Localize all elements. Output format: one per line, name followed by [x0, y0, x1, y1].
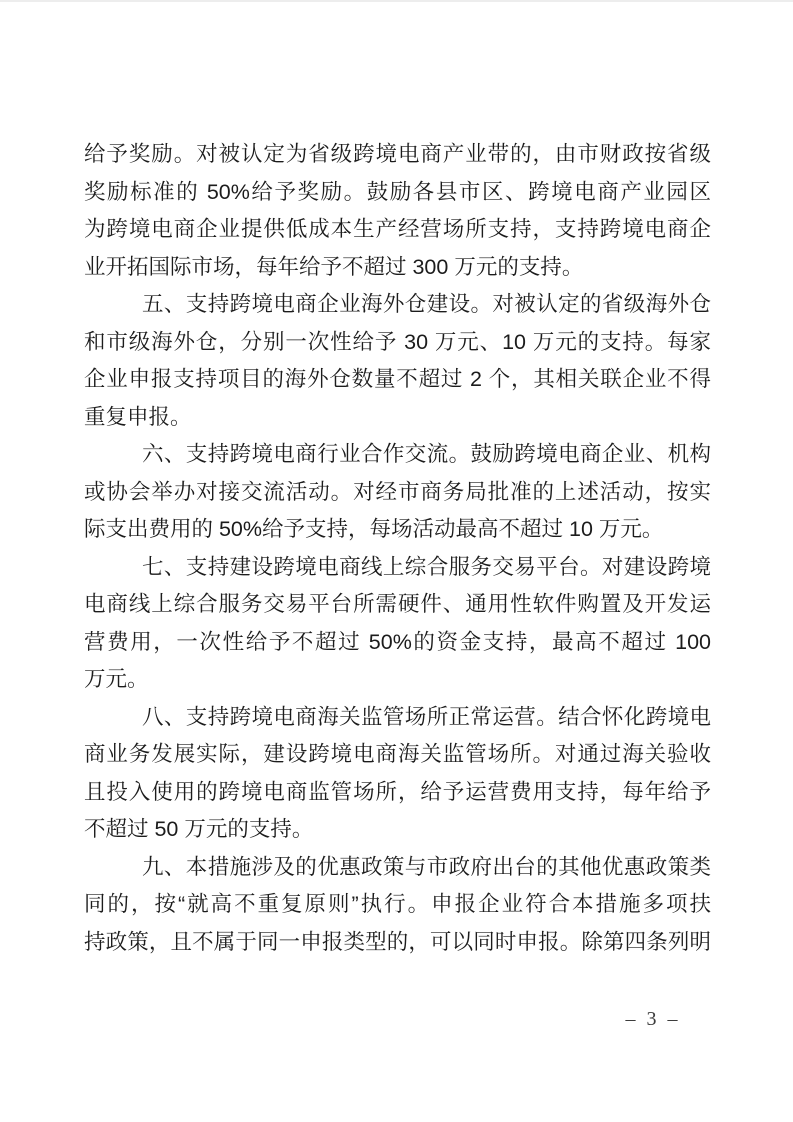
paragraph-item-9 — [84, 849, 711, 962]
paragraph-item-5 — [84, 286, 711, 436]
text-line: 持政策，且不属于同一申报类型的，可以同时申报。除第四条列明 — [84, 929, 711, 954]
text-line: 万元。 — [84, 667, 149, 691]
text-line: 七、支持建设跨境电商线上综合服务交易平台。对建设跨境 — [142, 554, 711, 579]
text-line: 不超过 50 万元的支持。 — [84, 817, 314, 841]
text-line: 给予奖励。对被认定为省级跨境电商产业带的，由市财政按省级 — [84, 142, 711, 166]
paragraph-item-7 — [84, 549, 711, 699]
text-line: 五、支持跨境电商企业海外仓建设。对被认定的省级海外仓 — [142, 292, 711, 316]
text-line: 业开拓国际市场，每年给予不超过 300 万元的支持。 — [84, 254, 584, 279]
text-line: 同的，按“就高不重复原则”执行。申报企业符合本措施多项扶 — [84, 892, 711, 916]
paragraph-continuation — [84, 136, 711, 286]
text-line: 奖励标准的 50%给予奖励。鼓励各县市区、跨境电商产业园区 — [84, 179, 711, 204]
text-line: 且投入使用的跨境电商监管场所，给予运营费用支持，每年给予 — [84, 779, 711, 804]
document-body-text — [84, 136, 711, 961]
text-line: 八、支持跨境电商海关监管场所正常运营。结合怀化跨境电 — [142, 704, 711, 729]
text-line: 六、支持跨境电商行业合作交流。鼓励跨境电商企业、机构 — [142, 442, 711, 466]
text-line: 九、本措施涉及的优惠政策与市政府出台的其他优惠政策类 — [142, 854, 711, 879]
text-line: 为跨境电商企业提供低成本生产经营场所支持，支持跨境电商企 — [84, 217, 711, 241]
text-line: 电商线上综合服务交易平台所需硬件、通用性软件购置及开发运 — [84, 592, 711, 616]
text-line: 或协会举办对接交流活动。对经市商务局批准的上述活动，按实 — [84, 479, 711, 504]
scan-edge-line — [0, 0, 793, 2]
paragraph-item-8 — [84, 699, 711, 849]
text-line: 企业申报支持项目的海外仓数量不超过 2 个，其相关联企业不得 — [84, 367, 711, 391]
text-line: 际支出费用的 50%给予支持，每场活动最高不超过 10 万元。 — [84, 517, 664, 541]
text-line: 和市级海外仓，分别一次性给予 30 万元、10 万元的支持。每家 — [84, 329, 711, 354]
paragraph-item-6 — [84, 436, 711, 549]
text-line: 营费用，一次性给予不超过 50%的资金支持，最高不超过 100 — [84, 629, 711, 654]
text-line: 商业务发展实际，建设跨境电商海关监管场所。对通过海关验收 — [84, 742, 711, 766]
text-line: 重复申报。 — [84, 404, 192, 429]
page-number: – 3 – — [625, 1008, 681, 1030]
